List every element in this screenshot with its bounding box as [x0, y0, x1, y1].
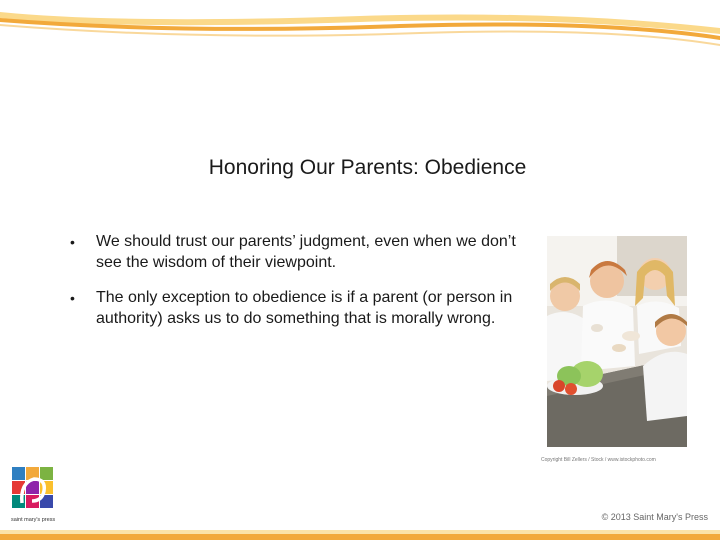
bullet-item [70, 288, 532, 329]
top-swoosh-decoration [0, 0, 720, 50]
bullet-text: The only exception to obedience is if a parent (or person in authority) asks us to do something that is morally wrong. [96, 289, 513, 327]
slide-title: Honoring Our Parents: Obedience [208, 156, 527, 179]
bullet-list [70, 232, 532, 344]
bullet-item [70, 232, 532, 273]
photo-credit: Copyright Bill Zellers / Stock / www.istockphoto.com [541, 457, 656, 463]
saint-marys-press-logo [10, 465, 58, 525]
bullet-text: We should trust our parents’ judgment, even when we don’t see the wisdom of their viewpoint. [96, 233, 516, 271]
logo-text: saint mary's press [11, 517, 56, 523]
bullet-glyph: • [70, 234, 75, 250]
bullet-glyph: • [70, 290, 75, 306]
family-photo [547, 236, 687, 447]
copyright-text: © 2013 Saint Mary's Press [601, 512, 708, 522]
bottom-stripe-decoration [0, 530, 720, 540]
